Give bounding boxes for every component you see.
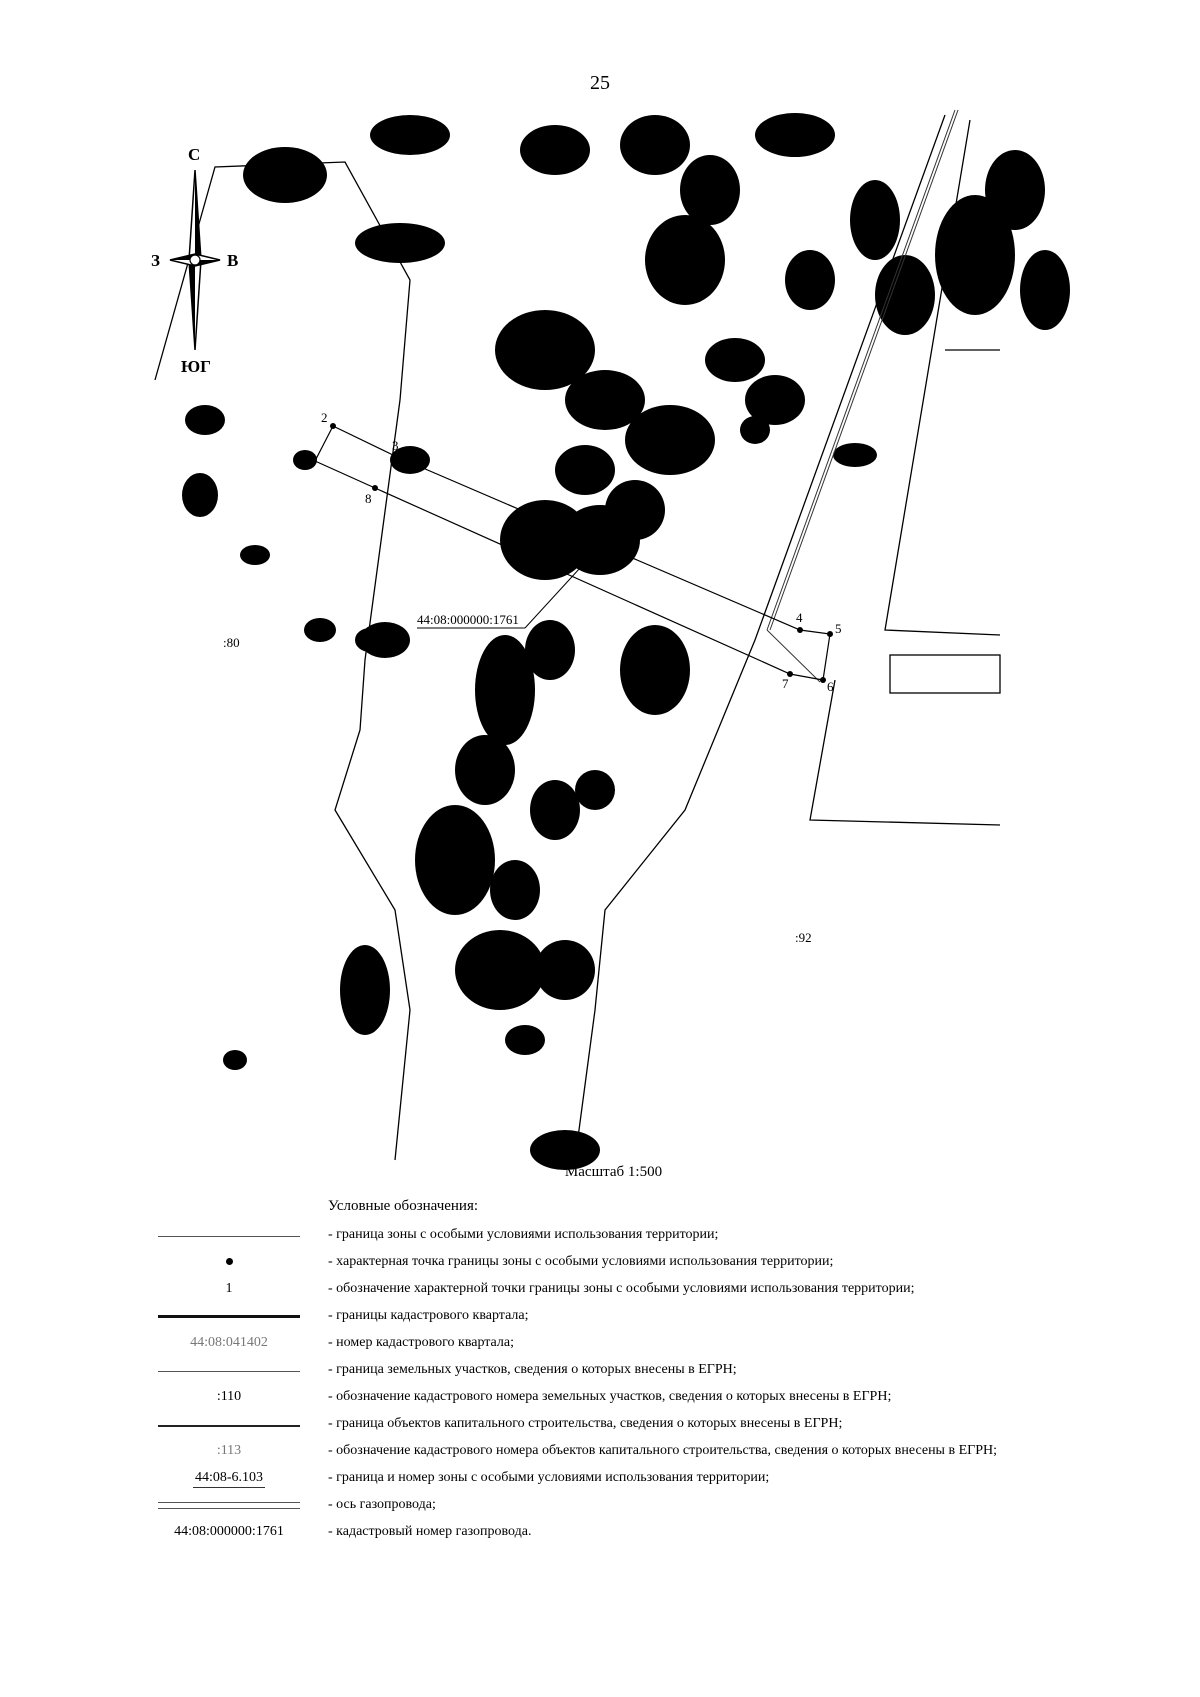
parcel-label-92: :92 (795, 930, 812, 945)
compass-east-label: В (227, 251, 239, 270)
point-4-marker (797, 627, 803, 633)
pipeline-callout-label: 44:08:000000:1761 (417, 612, 519, 627)
legend-row (155, 1438, 1085, 1464)
legend-zone-number-text: 44:08-6.103 (193, 1469, 265, 1488)
building-outline (890, 655, 1000, 693)
legend-symbol-building-boundary (155, 1411, 303, 1437)
legend-row (155, 1492, 1085, 1518)
legend-row (155, 1411, 1085, 1437)
legend-description: - граница и номер зоны с особыми условиями использования территории; (328, 1470, 770, 1485)
legend-description: - граница объектов капитального строительства, сведения о которых внесены в ЕГРН; (328, 1416, 843, 1431)
legend-row (155, 1303, 1085, 1329)
legend-symbol-pipeline-number: 44:08:000000:1761 (174, 1524, 284, 1539)
point-label-5: 5 (835, 621, 842, 636)
legend-symbol-building-number: :113 (216, 1443, 242, 1458)
legend-description: - обозначение характерной точки границы зоны с особыми условиями использования территории; (328, 1281, 915, 1296)
point-6-marker (820, 677, 826, 683)
point-label-3: 3 (392, 438, 399, 453)
legend-symbol-land-boundary (155, 1357, 303, 1383)
legend-symbol-point (155, 1249, 303, 1275)
parcel-boundary-east-lower (810, 680, 1000, 825)
parcel-boundaries (155, 115, 1000, 1160)
compass-north-label: С (188, 145, 201, 164)
legend-symbol-point-number: 1 (225, 1281, 233, 1296)
point-5-marker (827, 631, 833, 637)
legend-description: - обозначение кадастрового номера объектов капитального строительства, сведения о которых внесены в ЕГРН; (328, 1443, 998, 1458)
legend-row (155, 1357, 1085, 1383)
legend-symbol-zone-number (155, 1465, 303, 1491)
point-label-6: 6 (827, 679, 834, 694)
legend-symbol-pipeline-axis (155, 1492, 303, 1518)
point-label-7: 7 (782, 676, 789, 691)
vegetation-layer (182, 113, 1070, 1170)
parcel-label-103: :103 (535, 318, 559, 333)
legend-description: - кадастровый номер газопровода. (328, 1524, 532, 1539)
legend-row (155, 1519, 1085, 1545)
legend-description: - обозначение кадастрового номера земельных участков, сведения о которых внесены в ЕГРН; (328, 1389, 892, 1404)
legend-symbol-quarter-number: 44:08:041402 (190, 1335, 268, 1350)
compass-rose (151, 145, 238, 376)
parcel-label-80: :80 (223, 635, 240, 650)
legend-symbol-quarter-boundary (155, 1303, 303, 1329)
page-number: 25 (590, 72, 610, 94)
legend-description: - границы кадастрового квартала; (328, 1308, 529, 1323)
legend-description: - граница зоны с особыми условиями использования территории; (328, 1227, 719, 1242)
legend-description: - номер кадастрового квартала; (328, 1335, 514, 1350)
point-8-marker (372, 485, 378, 491)
legend-description: - ось газопровода; (328, 1497, 436, 1512)
legend-description: - граница земельных участков, сведения о которых внесены в ЕГРН; (328, 1362, 737, 1377)
legend-row (155, 1276, 1085, 1302)
point-3-marker (392, 453, 398, 459)
legend-symbol-zone-boundary (155, 1222, 303, 1248)
legend-row (155, 1465, 1085, 1491)
point-2-marker (330, 423, 336, 429)
legend-symbol-land-number: :110 (216, 1389, 242, 1404)
legend-row (155, 1222, 1085, 1248)
compass-west-label: З (151, 251, 160, 270)
legend-description: - характерная точка границы зоны с особыми условиями использования территории; (328, 1254, 834, 1269)
legend-row (155, 1384, 1085, 1410)
point-label-2: 2 (321, 410, 328, 425)
point-label-8: 8 (365, 491, 372, 506)
compass-south-label: ЮГ (181, 357, 211, 376)
point-label-4: 4 (796, 610, 803, 625)
legend-row (155, 1249, 1085, 1275)
cadastral-map (151, 110, 1072, 1160)
point-marker-icon (226, 1258, 233, 1265)
legend-row (155, 1330, 1085, 1356)
map-scale: Масштаб 1:500 (564, 1164, 663, 1180)
legend-title: Условные обозначения: (328, 1198, 479, 1214)
